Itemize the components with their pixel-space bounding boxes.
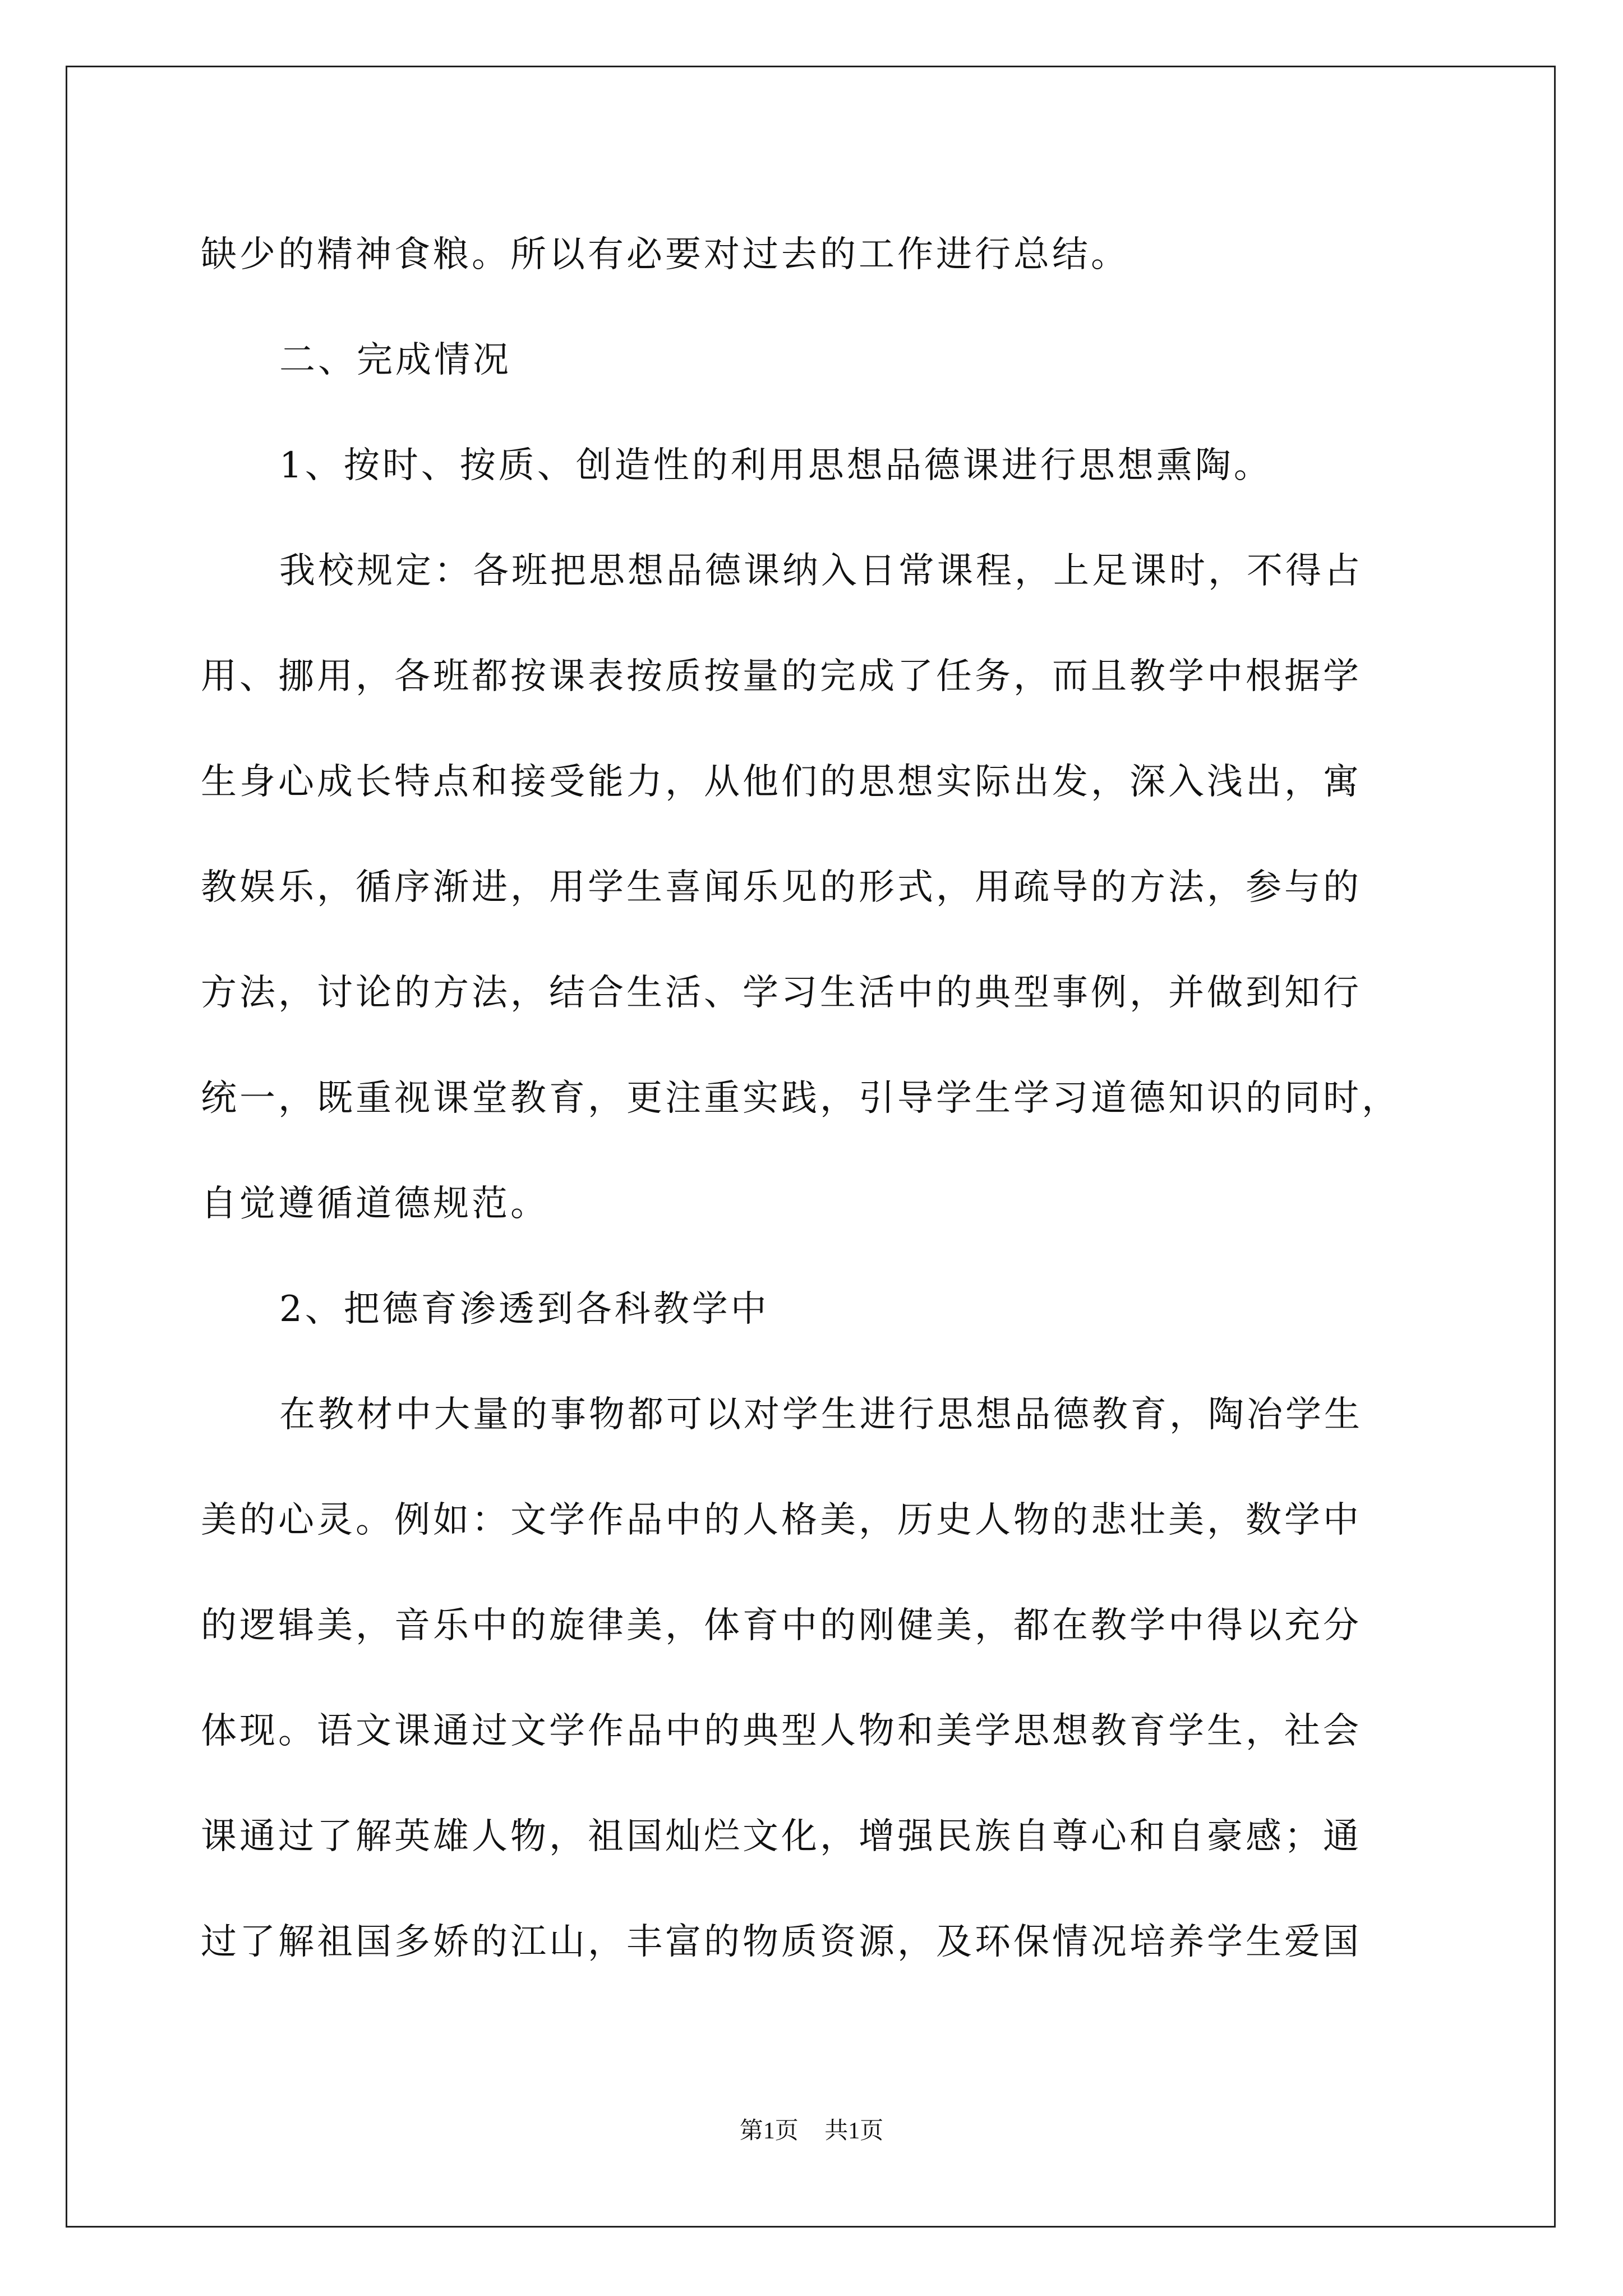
text-line-12: 在教材中大量的事物都可以对学生进行思想品德教育，陶冶学生 xyxy=(279,1394,1363,1435)
document-body xyxy=(201,202,1432,1995)
text-line-1: 缺少的精神食粮。所以有必要对过去的工作进行总结。 xyxy=(201,234,1129,275)
text-line-4: 我校规定：各班把思想品德课纳入日常课程，上足课时，不得占 xyxy=(279,550,1363,592)
text-line-16: 课通过了解英雄人物，祖国灿烂文化，增强民族自尊心和自豪感；通 xyxy=(201,1816,1362,1857)
page-total: 共1页 xyxy=(824,2118,884,2144)
text-line-6: 生身心成长特点和接受能力，从他们的思想实际出发，深入浅出，寓 xyxy=(201,761,1362,803)
page-footer xyxy=(0,2112,1623,2146)
text-line-17: 过了解祖国多娇的江山，丰富的物质资源，及环保情况培养学生爱国 xyxy=(201,1921,1362,1963)
text-line-14: 的逻辑美，音乐中的旋律美，体育中的刚健美，都在教学中得以充分 xyxy=(201,1605,1362,1646)
text-line-7: 教娱乐，循序渐进，用学生喜闻乐见的形式，用疏导的方法，参与的 xyxy=(201,867,1362,908)
text-line-5: 用、挪用，各班都按课表按质按量的完成了任务，而且教学中根据学 xyxy=(201,656,1362,697)
subheading-1: 1、按时、按质、创造性的利用思想品德课进行思想熏陶。 xyxy=(279,445,1272,486)
text-line-10: 自觉遵循道德规范。 xyxy=(201,1183,549,1225)
page-number: 第1页 xyxy=(739,2118,799,2144)
text-line-8: 方法，讨论的方法，结合生活、学习生活中的典型事例，并做到知行 xyxy=(201,972,1362,1014)
text-line-9: 统一，既重视课堂教育，更注重实践，引导学生学习道德知识的同时， xyxy=(201,1078,1400,1119)
section-heading-completion: 二、完成情况 xyxy=(279,339,511,381)
text-line-13: 美的心灵。例如：文学作品中的人格美，历史人物的悲壮美，数学中 xyxy=(201,1499,1362,1541)
subheading-2: 2、把德育渗透到各科教学中 xyxy=(279,1289,769,1330)
text-line-15: 体现。语文课通过文学作品中的典型人物和美学思想教育学生，社会 xyxy=(201,1710,1362,1752)
